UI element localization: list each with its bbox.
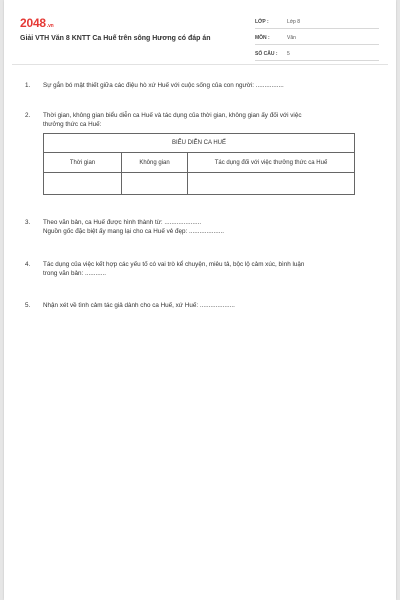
- table-header-space: Không gian: [122, 153, 188, 173]
- question-text: Nhận xét về tình cảm tác giả dành cho ca Huế, xứ Huế: ....................: [43, 302, 235, 309]
- question-4: [25, 260, 365, 278]
- header-divider: [12, 64, 388, 65]
- meta-row-subject: [255, 31, 379, 45]
- meta-label-subject: MÔN :: [255, 34, 270, 41]
- table-cell: [122, 173, 188, 195]
- document-title: Giải VTH Văn 8 KNTT Ca Huế trên sông Hương có đáp án: [20, 35, 211, 42]
- table-header-effect: Tác dụng đối với việc thưởng thức ca Huế: [188, 153, 355, 173]
- meta-value-question-count: 5: [287, 50, 290, 57]
- logo-tld: .vn: [46, 23, 54, 29]
- table-cell: [44, 173, 122, 195]
- question-number: 5.: [25, 302, 31, 309]
- question-number: 4.: [25, 261, 31, 268]
- table-cell: [188, 173, 355, 195]
- document-page: [4, 0, 396, 600]
- performance-table: [43, 133, 355, 195]
- question-text: Tác dụng của việc kết hợp các yếu tố có vai trò kể chuyện, miêu tả, bộc lộ cảm xúc, bình luận: [43, 261, 305, 268]
- question-text: Thời gian, không gian biểu diễn ca Huế và tác dụng của thời gian, không gian ấy đối với việc: [43, 112, 302, 119]
- site-logo[interactable]: [20, 16, 54, 30]
- question-2: [25, 111, 365, 129]
- meta-value-subject: Văn: [287, 34, 296, 41]
- meta-label-class: LỚP :: [255, 18, 269, 25]
- table-row: [44, 173, 355, 195]
- question-text: Sự gắn bó mật thiết giữa các điệu hò xứ Huế với cuộc sống của con người: ................: [43, 82, 284, 89]
- question-3: [25, 218, 365, 236]
- question-number: 2.: [25, 112, 31, 119]
- question-number: 3.: [25, 219, 31, 226]
- question-5: [25, 301, 365, 310]
- meta-label-question-count: SỐ CÂU :: [255, 50, 278, 57]
- meta-row-class: [255, 15, 379, 29]
- question-text: Nguồn gốc đặc biệt ấy mang lại cho ca Huế vẻ đẹp: ....................: [43, 228, 224, 236]
- meta-info: [255, 15, 379, 63]
- meta-value-class: Lớp 8: [287, 18, 301, 25]
- table-caption: BIỂU DIỄN CA HUẾ: [44, 134, 355, 153]
- question-text: trong văn bản: ............: [43, 270, 107, 278]
- question-text: thưởng thức ca Huế:: [43, 121, 102, 129]
- meta-row-question-count: [255, 47, 379, 61]
- table-header-time: Thời gian: [44, 153, 122, 173]
- question-1: [25, 81, 365, 90]
- logo-brand: 2048: [20, 16, 46, 30]
- question-number: 1.: [25, 82, 31, 89]
- question-text: Theo văn bản, ca Huế được hình thành từ: .....................: [43, 219, 202, 226]
